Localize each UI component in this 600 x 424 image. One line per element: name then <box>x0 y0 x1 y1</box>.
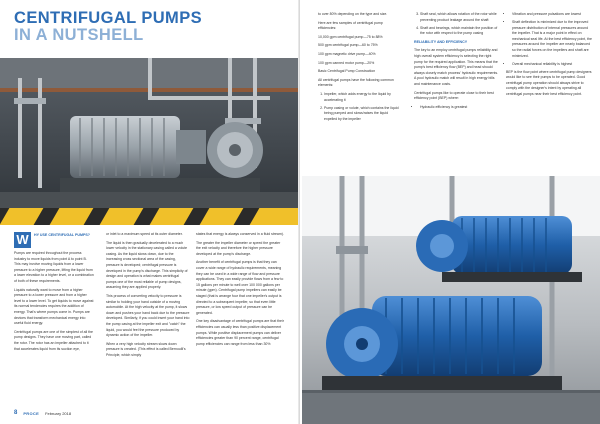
text-line: All centrifugal pumps have the following common elements: <box>318 77 394 88</box>
paragraph: The greater the impeller diameter or speed the greater the exit velocity and therefore the higher pressure developed at the pump's discharge. <box>196 240 281 256</box>
paragraph: When a very high velocity stream slows down pressure is created. (This effect is called Bernoulli's Principle, which simply <box>106 341 186 357</box>
paragraph: Pumps are required throughout the process industry to move liquids from point A to point B. This may involve moving liquids from a lower pressure to a higher pressure, lifting the liquid from a lower elevation to a higher level, or a combination of both of these requirements. <box>14 251 94 283</box>
bep-bullets <box>414 105 500 111</box>
bullet-item: • Shaft deflection is minimized due to the improved pressure distribution of internal pressures around the impeller. That is a major point in effect on mechanical seal life. At the best efficiency point, the pressures around the impeller are nearly balanced so the radial forces on the impellers and shaft are minimized. <box>512 20 592 59</box>
bullet-item: • Overall mechanical reliability is highest <box>512 62 592 68</box>
article-title <box>14 10 202 44</box>
section-heading: Basic Centrifugal Pump Construction <box>318 69 376 74</box>
left-column-2 <box>106 232 190 361</box>
dropcap-block <box>14 232 94 248</box>
pump-photo-right <box>302 176 600 424</box>
right-column-3 <box>506 12 592 100</box>
paragraph: Another benefit of centrifugal pumps is that they can cover a wide range of hydraulic requirements, meaning they can be used in a wide range of flow and pressure applications. They can easily provide flows from a few to 15 gallons per minute to well over 100 000 gallons per minute (gpm). Centrifugal pump impellers can easily be staged (that is arrange four that one impeller's output is directed to a subsequent impeller, so that even little pressure, or low speed output of pressure can be generated. <box>196 260 284 315</box>
paragraph: The key to an employ centrifugal pumps reliability and high overall system efficiency is selecting the right pump for the required application. This means that the pump's best efficiency flow (BEP) and head should always closely match process' hydraulic requirements. A pool hydraulic match will result in high energy bills and maintenance costs. <box>414 48 499 86</box>
page-footer <box>14 410 71 416</box>
efficiency-item: 500 gpm centrifugal pump—60 to 75% <box>318 43 378 48</box>
paragraph: This process of converting velocity to pressure is similar to holding your hand outside of a moving automobile. At the high velocity at the pump, it slows down and pushes your hand back due to the pressure developed. Similarly, if you could insert your hand into the pump casing at the impeller exit and "catch" the liquid, you would feel the pressure produced by dynamic action of the impeller. <box>106 293 190 338</box>
page-number: 8 <box>14 410 18 416</box>
dropcap: W <box>14 232 31 248</box>
paragraph: or inlet to a maximum speed at its outer diameter. <box>106 232 183 236</box>
bullet-item: • Vibration and pressure pulsations are lowest <box>512 12 592 18</box>
title-line-1: CENTRIFUGAL PUMPS <box>14 9 203 27</box>
list-item: 2. Pump casing or volute, which contains the liquid being pumped and slows/raises the liquid expelled by the impeller <box>324 106 400 123</box>
right-column-1 <box>318 12 400 125</box>
pump-photo-left <box>0 58 298 225</box>
magazine-name: PROCE <box>23 410 40 416</box>
left-column-3 <box>196 232 286 350</box>
section-kicker: HY USE CENTRIFUGAL PUMPS? <box>34 233 90 237</box>
paragraph: Liquids naturally want to move from a higher pressure to a lower pressure and from a higher level to a lower level. To get liquids to move against its normal tendencies requires the addition of energy. That's where pumps come in. Pumps are devices that transform mechanical energy into useful fluid energy. <box>14 287 94 326</box>
right-column-2 <box>414 12 500 113</box>
paragraph: states that energy is always conserved in a fluid stream). <box>196 232 284 236</box>
text-line: to over 80% depending on the type and size. <box>318 12 388 16</box>
paragraph: The liquid is then gradually decelerated to a much lower velocity in the stationary casing called a volute casing. As the liquid slows down, due to the increasing cross sectional area of the casing, pressure is developed; centrifugal pressure is developed in the pump's discharge. This simplicity of design and operation is what makes centrifugal pumps one of the most reliable of pump designs, assuming they are applied properly. <box>106 240 188 290</box>
paragraph: BEP is the flow point where centrifugal pump designers would like to see their pumps to be operated. Good centrifugal pump operation should always strive to comply with the designer's intent by operating all centrifugal pumps near their best efficiency point. <box>506 69 592 96</box>
text-line: Here are few samples of centrifugal pump efficiencies: <box>318 20 383 31</box>
efficiency-item: 100 gpm canned motor pump—20% <box>318 60 375 65</box>
bullet-item: • Hydraulic efficiency is greatest <box>420 105 500 111</box>
left-column-1 <box>14 232 94 355</box>
paragraph: Centrifugal pumps are one of the simplest of all the pump designs. They have one moving part, called the rotor. The rotor has an impeller attached to it that accelerates liquid from its suction eye, <box>14 329 93 351</box>
efficiency-item: 100 gpm magnetic drive pump—40% <box>318 51 376 56</box>
paragraph: Centrifugal pumps like to operate close to their best efficiency point (BEP) where: <box>414 90 494 101</box>
issue-date: February 2018 <box>45 410 72 416</box>
title-line-2: IN A NUTSHELL <box>14 26 144 44</box>
efficiency-item: 10,000 gpm centrifugal pump—75 to 88% <box>318 34 383 39</box>
paragraph: One key disadvantage of centrifugal pumps are that their efficiencies can usually less than positive displacement pumps. While positive displacement pumps can deliver efficiencies greater than 90 percent range, centrifugal pump efficiencies can range from less than 30% <box>196 319 284 346</box>
elements-list <box>318 92 400 122</box>
list-item: 1. Impeller, which adds energy to the liquid by accelerating it <box>324 92 400 103</box>
list-item: 4. Shaft and bearings, which maintain the position of the rotor with respect to the pump casing <box>420 26 500 37</box>
subhead-reliability: RELIABILITY AND EFFICIENCY <box>414 39 468 44</box>
elements-list-continued <box>414 12 500 37</box>
list-item: 3. Shaft seal, which allows rotation of the rotor while preventing product leakage around the shaft <box>420 12 500 23</box>
bep-bullets-continued <box>506 12 592 67</box>
